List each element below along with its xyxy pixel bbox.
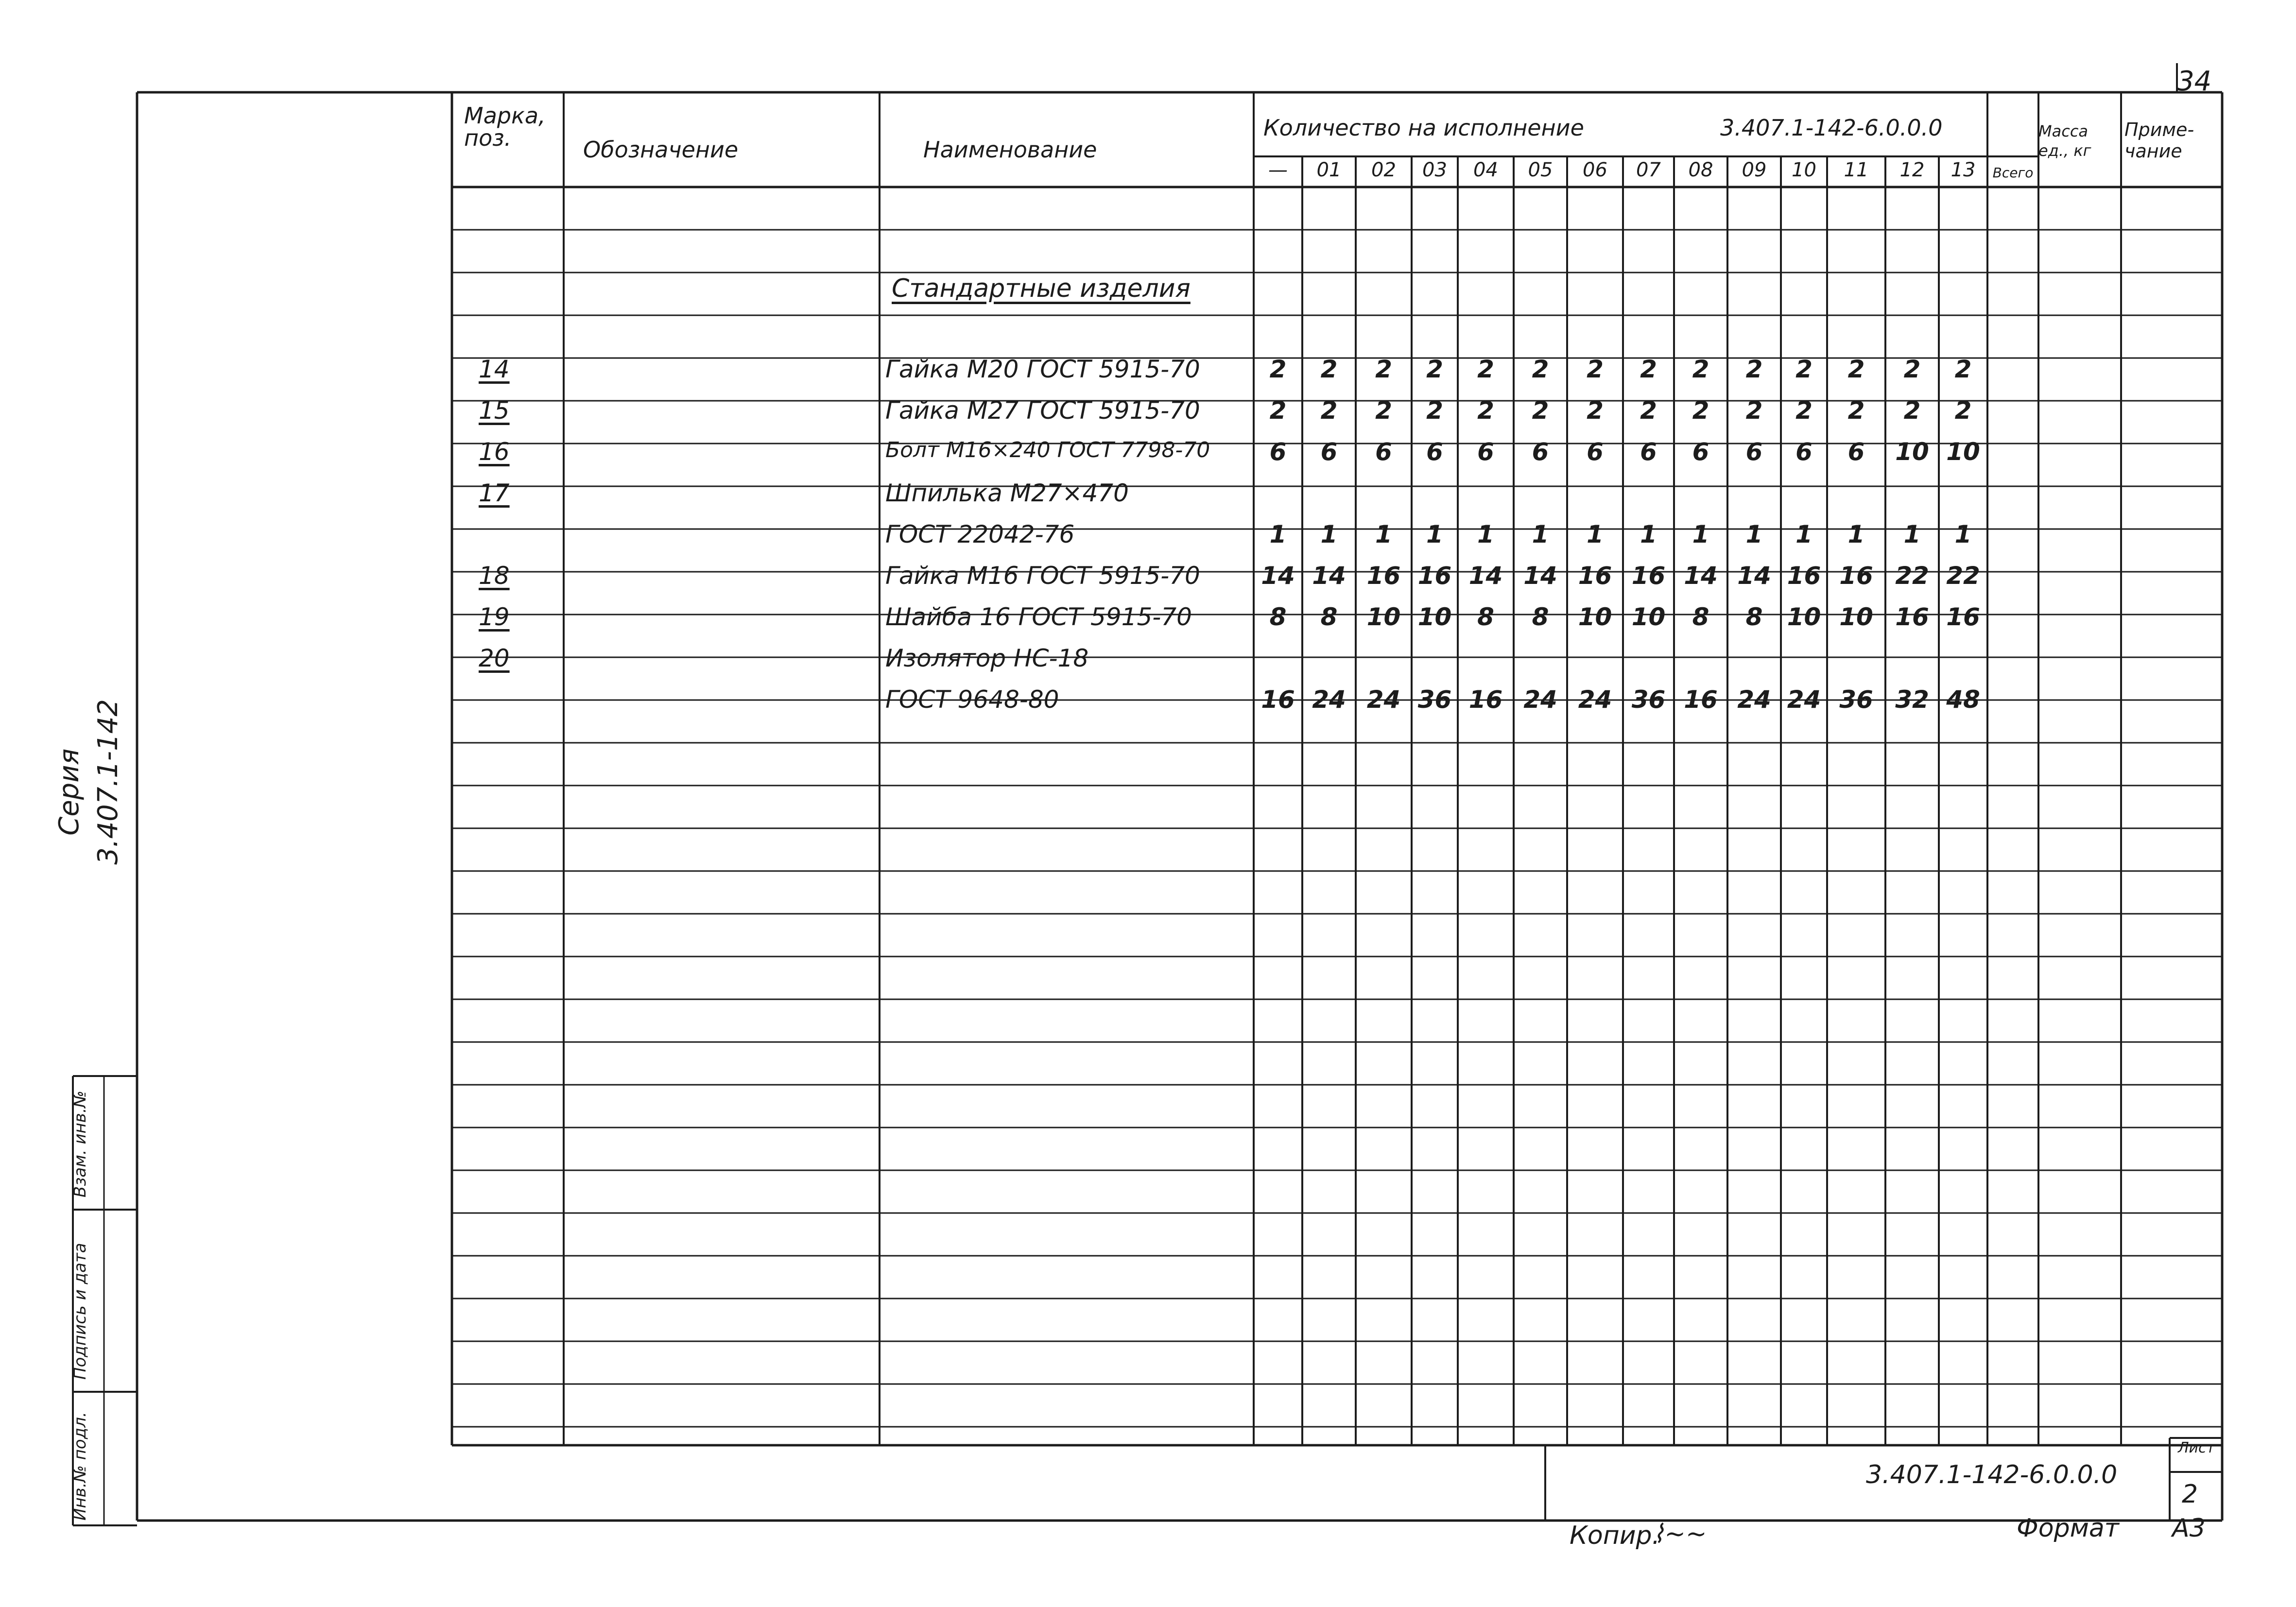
row-qty: 6 [1477,438,1494,466]
row-qty: 6 [1375,438,1392,466]
row-qty: 22 [1895,562,1929,590]
row-qty: 2 [1903,355,1921,383]
header-note: Приме- чание [2124,119,2194,162]
row-qty: 2 [1745,396,1763,425]
row-qty: 8 [1532,603,1549,631]
row-qty: 6 [1320,438,1338,466]
row-name: Болт М16×240 ГОСТ 7798-70 [885,438,1210,462]
row-qty: 10 [1417,603,1452,631]
row-qty: 2 [1426,396,1443,425]
row-qty: 6 [1532,438,1549,466]
row-qty: 24 [1737,685,1771,714]
row-qty: 2 [1269,396,1287,425]
row-qty: 16 [1895,603,1929,631]
row-qty: 2 [1745,355,1763,383]
row-qty: 16 [1684,685,1718,714]
variant-label: 05 [1528,159,1553,181]
series-label: Серия [53,748,85,836]
row-name: Шпилька М27×470 [885,479,1129,507]
row-name: Гайка М20 ГОСТ 5915-70 [885,355,1200,383]
row-qty: 16 [1417,562,1452,590]
row-mark: 14 [479,355,510,383]
variant-label: 07 [1636,159,1661,181]
row-qty: 10 [1895,438,1929,466]
header-mass: Масса ед., кг [2038,122,2091,160]
row-qty: 2 [1532,396,1549,425]
row-qty: 36 [1417,685,1452,714]
row-qty: 2 [1320,355,1338,383]
row-qty: 10 [1946,438,1980,466]
variant-label: 11 [1844,159,1869,181]
row-qty: 6 [1692,438,1709,466]
variant-label: — [1268,159,1288,181]
row-qty: 10 [1578,603,1612,631]
row-qty: 1 [1640,520,1657,548]
row-qty: 16 [1468,685,1503,714]
row-qty: 1 [1426,520,1443,548]
row-qty: 1 [1269,520,1287,548]
copier-signature: ⌇~~ [1652,1520,1707,1549]
row-qty: 24 [1366,685,1401,714]
row-qty: 32 [1895,685,1929,714]
row-qty: 2 [1847,355,1865,383]
row-qty: 2 [1954,396,1972,425]
row-qty: 2 [1477,396,1494,425]
row-qty: 2 [1532,355,1549,383]
row-qty: 16 [1839,562,1873,590]
stamp-replaced-inv: Взам. инв.№ [70,1090,90,1197]
row-qty: 24 [1523,685,1557,714]
row-qty: 2 [1320,396,1338,425]
row-qty: 2 [1640,355,1657,383]
row-qty: 2 [1795,355,1813,383]
row-qty: 24 [1787,685,1821,714]
series-code: 3.407.1-142 [92,699,124,865]
variant-label: 08 [1688,159,1713,181]
row-qty: 1 [1847,520,1865,548]
row-mark: 17 [479,479,510,507]
doc-code: 3.407.1-142-6.0.0.0 [1866,1460,2118,1489]
row-qty: 6 [1269,438,1287,466]
variant-label: 06 [1583,159,1607,181]
variant-label: 12 [1899,159,1925,181]
row-qty: 6 [1426,438,1443,466]
row-qty: 10 [1839,603,1873,631]
row-qty: 1 [1477,520,1494,548]
row-qty: 6 [1745,438,1763,466]
row-qty: 8 [1477,603,1494,631]
format-value: А3 [2172,1514,2206,1543]
variant-label: 09 [1742,159,1767,181]
row-qty: 36 [1631,685,1666,714]
section-title: Стандартные изделия [892,274,1191,303]
row-qty: 2 [1903,396,1921,425]
row-qty: 2 [1587,355,1604,383]
row-qty: 6 [1847,438,1865,466]
row-qty: 2 [1477,355,1494,383]
row-qty: 2 [1375,355,1392,383]
row-name: Шайба 16 ГОСТ 5915-70 [885,603,1192,631]
variant-label: 13 [1951,159,1976,181]
row-qty: 10 [1631,603,1666,631]
row-qty: 8 [1320,603,1338,631]
row-qty: 16 [1366,562,1401,590]
row-name: ГОСТ 9648-80 [885,685,1059,714]
row-qty: 36 [1839,685,1873,714]
row-qty: 16 [1261,685,1295,714]
stamp-inv-original: Инв.№ подл. [70,1412,90,1521]
row-qty: 24 [1312,685,1346,714]
row-qty: 16 [1578,562,1612,590]
row-qty: 2 [1640,396,1657,425]
row-qty: 14 [1737,562,1771,590]
row-qty: 22 [1946,562,1980,590]
row-qty: 14 [1523,562,1557,590]
row-qty: 1 [1320,520,1338,548]
row-name: Изолятор НС-18 [885,644,1089,672]
header-mark: Марка, поз. [464,103,546,151]
row-qty: 1 [1587,520,1604,548]
row-qty: 2 [1692,355,1709,383]
row-qty: 2 [1692,396,1709,425]
row-qty: 2 [1426,355,1443,383]
row-qty: 8 [1745,603,1763,631]
row-mark: 20 [479,644,510,672]
row-qty: 2 [1847,396,1865,425]
copied-label: Копир. [1570,1521,1660,1550]
variant-label: 01 [1316,159,1342,181]
row-qty: 16 [1946,603,1980,631]
row-qty: 10 [1787,603,1821,631]
row-mark: 15 [479,396,510,425]
row-qty: 14 [1261,562,1295,590]
row-qty: 6 [1640,438,1657,466]
row-qty: 16 [1787,562,1821,590]
row-qty: 1 [1954,520,1972,548]
row-qty: 14 [1468,562,1503,590]
row-qty: 14 [1312,562,1346,590]
row-qty: 2 [1954,355,1972,383]
row-qty: 1 [1903,520,1921,548]
row-qty: 2 [1375,396,1392,425]
row-mark: 16 [479,438,510,466]
format-label: Формат [2017,1514,2119,1543]
page-number: 34 [2177,66,2212,97]
row-qty: 1 [1375,520,1392,548]
row-mark: 18 [479,562,510,590]
row-qty: 16 [1631,562,1666,590]
row-name: Гайка М16 ГОСТ 5915-70 [885,562,1200,590]
row-mark: 19 [479,603,510,631]
header-quantity: Количество на исполнение [1263,115,1584,141]
header-quantity-code: 3.407.1-142-6.0.0.0 [1720,115,1943,141]
row-qty: 6 [1795,438,1813,466]
sheet-label: Лист [2178,1439,2215,1456]
sheet-number: 2 [2182,1480,2198,1509]
variant-label: 03 [1422,159,1447,181]
row-qty: 1 [1532,520,1549,548]
row-qty: 1 [1692,520,1709,548]
row-qty: 1 [1745,520,1763,548]
row-qty: 6 [1587,438,1604,466]
row-qty: 10 [1366,603,1401,631]
header-designation: Обозначение [583,137,739,163]
variant-label: 04 [1473,159,1498,181]
variant-label: 02 [1371,159,1396,181]
variant-label: Всего [1992,165,2034,181]
row-qty: 24 [1578,685,1612,714]
row-qty: 1 [1795,520,1813,548]
row-qty: 2 [1587,396,1604,425]
row-qty: 8 [1692,603,1709,631]
row-name: ГОСТ 22042-76 [885,520,1075,548]
row-qty: 48 [1946,685,1980,714]
row-qty: 2 [1269,355,1287,383]
header-name: Наименование [923,137,1097,163]
row-qty: 8 [1269,603,1287,631]
row-qty: 14 [1684,562,1718,590]
row-name: Гайка М27 ГОСТ 5915-70 [885,396,1200,425]
variant-label: 10 [1792,159,1816,181]
stamp-signature-date: Подпись и дата [70,1243,90,1380]
row-qty: 2 [1795,396,1813,425]
